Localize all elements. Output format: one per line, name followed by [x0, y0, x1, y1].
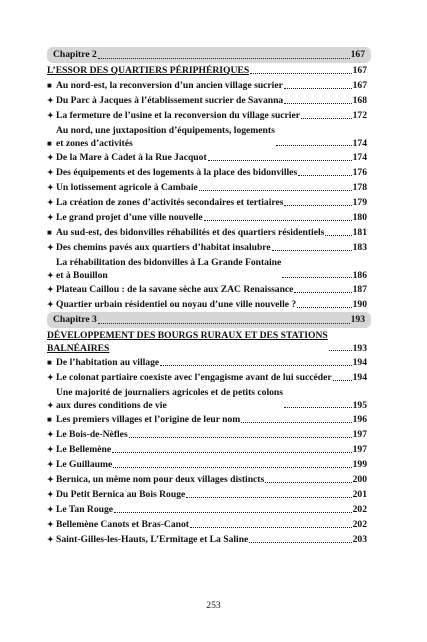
toc-entry: [47, 487, 371, 502]
dot-leader: [333, 380, 352, 381]
dot-leader: [114, 512, 352, 513]
entry-title: DÉVELOPPEMENT DES BOURGS RURAUX ET DES STATIONS BALNÉAIRES: [47, 330, 328, 354]
entry-page: 180: [352, 212, 367, 223]
dot-leader: [329, 350, 352, 351]
dot-leader: [297, 307, 351, 308]
dot-leader: [265, 482, 351, 483]
square-bullet-icon: ■: [47, 415, 52, 424]
entry-title: De la Mare à Cadet à la Rue Jacquot: [56, 152, 207, 163]
entry-title: Plateau Caillou : de la savane sèche aux ZAC Renaissance: [56, 284, 294, 295]
dot-leader: [298, 175, 351, 176]
entry-title: De l’habitation au village: [56, 357, 160, 368]
entry-page: 174: [352, 138, 367, 149]
entry-page: 172: [352, 110, 367, 121]
toc-entry: [47, 108, 371, 123]
entry-page: 196: [352, 414, 367, 425]
entry-title: Des chemins pavés aux quartiers d’habitat insalubre: [56, 242, 271, 253]
star-bullet-icon: ✦: [47, 111, 54, 120]
star-bullet-icon: ✦: [47, 401, 54, 410]
entry-page: 186: [352, 270, 367, 281]
entry-title: La fermeture de l’usine et la reconversion du village sucrier: [56, 110, 300, 121]
star-bullet-icon: ✦: [47, 153, 54, 162]
dot-leader: [129, 437, 352, 438]
entry-title: La réhabilitation des bidonvilles à La Grande Fontaine et à Bouillon: [56, 257, 282, 281]
dot-leader: [282, 277, 351, 278]
toc-entry: [47, 282, 371, 297]
entry-page: 190: [352, 299, 367, 310]
toc-entry: [47, 457, 371, 472]
dot-leader: [98, 323, 350, 324]
entry-title: Bernica, un même nom pour deux villages distincts: [56, 474, 265, 485]
entry-title: Le colonat partiaire coexiste avec l’engagisme avant de lui succéder: [56, 372, 332, 383]
star-bullet-icon: ✦: [47, 505, 54, 514]
entry-page: 193: [350, 314, 365, 325]
toc-entry: [47, 502, 371, 517]
toc-entry: [47, 355, 371, 370]
toc-entry: [47, 370, 371, 385]
entry-title: Du Parc à Jacques à l’établissement sucrier de Savanna: [56, 95, 284, 106]
dot-leader: [294, 292, 351, 293]
toc-entry: [47, 78, 371, 93]
dot-leader: [284, 407, 352, 408]
star-bullet-icon: ✦: [47, 198, 54, 207]
entry-page: 167: [352, 65, 367, 76]
entry-page: 195: [352, 400, 367, 411]
entry-page: 201: [352, 489, 367, 500]
entry-title: Le grand projet d’une ville nouvelle: [56, 212, 203, 223]
square-bullet-icon: ■: [47, 358, 52, 367]
toc-entry: [47, 123, 371, 150]
entry-title: L’ESSOR DES QUARTIERS PÉRIPHÉRIQUES: [47, 65, 250, 76]
star-bullet-icon: ✦: [47, 168, 54, 177]
dot-leader: [112, 452, 351, 453]
star-bullet-icon: ✦: [47, 445, 54, 454]
dot-leader: [284, 205, 351, 206]
section-heading: [47, 63, 371, 78]
toc-entry: [47, 517, 371, 532]
star-bullet-icon: ✦: [47, 430, 54, 439]
dot-leader: [241, 422, 351, 423]
star-bullet-icon: ✦: [47, 183, 54, 192]
dot-leader: [301, 118, 352, 119]
entry-title: Le Guillaume: [56, 459, 113, 470]
square-bullet-icon: ■: [47, 139, 52, 148]
toc-entry: [47, 225, 371, 240]
star-bullet-icon: ✦: [47, 373, 54, 382]
toc-entry: [47, 93, 371, 108]
toc-entry: [47, 150, 371, 165]
entry-page: 197: [352, 429, 367, 440]
dot-leader: [113, 467, 351, 468]
dot-leader: [204, 220, 352, 221]
star-bullet-icon: ✦: [47, 300, 54, 309]
entry-title: Chapitre 2: [53, 49, 97, 60]
dot-leader: [249, 542, 351, 543]
toc-entry: [47, 385, 371, 412]
entry-page: 181: [352, 227, 367, 238]
toc-entry: [47, 165, 371, 180]
square-bullet-icon: ■: [47, 228, 52, 237]
star-bullet-icon: ✦: [47, 520, 54, 529]
star-bullet-icon: ✦: [47, 285, 54, 294]
entry-title: Bellemène Canots et Bras-Canot: [56, 519, 189, 530]
dot-leader: [160, 365, 351, 366]
table-of-contents: [47, 47, 371, 547]
section-heading: [47, 328, 371, 355]
entry-title: Le Bellemène: [56, 444, 112, 455]
entry-page: 174: [352, 152, 367, 163]
entry-page: 193: [352, 343, 367, 354]
entry-page: 194: [352, 372, 367, 383]
entry-title: Saint-Gilles-les-Hauts, L’Ermitage et La Saline: [56, 534, 249, 545]
entry-page: 203: [352, 534, 367, 545]
star-bullet-icon: ✦: [47, 243, 54, 252]
page-number: 253: [206, 600, 221, 611]
entry-page: 200: [352, 474, 367, 485]
entry-page: 194: [352, 357, 367, 368]
dot-leader: [284, 88, 352, 89]
square-bullet-icon: ■: [47, 81, 52, 90]
dot-leader: [199, 190, 352, 191]
entry-title: Le Tan Rouge: [56, 504, 114, 515]
toc-entry: [47, 210, 371, 225]
dot-leader: [325, 235, 351, 236]
entry-page: 183: [352, 242, 367, 253]
entry-title: Le Bois-de-Nèfles: [56, 429, 128, 440]
star-bullet-icon: ✦: [47, 475, 54, 484]
entry-title: Au nord, une juxtaposition d’équipements, logements et zones d’activités: [56, 125, 275, 149]
star-bullet-icon: ✦: [47, 490, 54, 499]
entry-page: 167: [352, 80, 367, 91]
entry-page: 179: [352, 197, 367, 208]
dot-leader: [186, 497, 351, 498]
chapter-heading: [47, 47, 371, 63]
dot-leader: [284, 103, 351, 104]
toc-entry: [47, 240, 371, 255]
star-bullet-icon: ✦: [47, 535, 54, 544]
entry-page: 178: [352, 182, 367, 193]
dot-leader: [98, 58, 350, 59]
toc-entry: [47, 255, 371, 282]
entry-page: 197: [352, 444, 367, 455]
dot-leader: [190, 527, 352, 528]
entry-page: 168: [352, 95, 367, 106]
toc-entry: [47, 180, 371, 195]
star-bullet-icon: ✦: [47, 213, 54, 222]
dot-leader: [250, 73, 351, 74]
entry-page: 176: [352, 167, 367, 178]
toc-entry: [47, 412, 371, 427]
entry-title: Une majorité de journaliers agricoles et de petits colons aux dures conditions de vie: [56, 387, 284, 411]
toc-entry: [47, 532, 371, 547]
star-bullet-icon: ✦: [47, 460, 54, 469]
dot-leader: [208, 160, 352, 161]
entry-title: Un lotissement agricole à Cambaie: [56, 182, 198, 193]
entry-page: 202: [352, 519, 367, 530]
dot-leader: [276, 145, 352, 146]
entry-page: 199: [352, 459, 367, 470]
entry-title: Chapitre 3: [53, 314, 97, 325]
entry-title: Les premiers villages et l’origine de leur nom: [56, 414, 241, 425]
toc-entry: [47, 195, 371, 210]
star-bullet-icon: ✦: [47, 96, 54, 105]
entry-title: Des équipements et des logements à la place des bidonvilles: [56, 167, 298, 178]
entry-title: La création de zones d’activités secondaires et tertiaires: [56, 197, 284, 208]
toc-entry: [47, 442, 371, 457]
star-bullet-icon: ✦: [47, 271, 54, 280]
entry-page: 202: [352, 504, 367, 515]
toc-entry: [47, 427, 371, 442]
chapter-heading: [47, 312, 371, 328]
entry-title: Au sud-est, des bidonvilles réhabilités et des quartiers résidentiels: [56, 227, 325, 238]
entry-title: Quartier urbain résidentiel ou noyau d’une ville nouvelle ?: [56, 299, 297, 310]
dot-leader: [272, 250, 352, 251]
entry-page: 187: [352, 284, 367, 295]
entry-page: 167: [350, 49, 365, 60]
entry-title: Au nord-est, la reconversion d’un ancien village sucrier: [56, 80, 283, 91]
toc-entry: [47, 297, 371, 312]
entry-title: Du Petit Bernica au Bois Rouge: [56, 489, 186, 500]
toc-entry: [47, 472, 371, 487]
